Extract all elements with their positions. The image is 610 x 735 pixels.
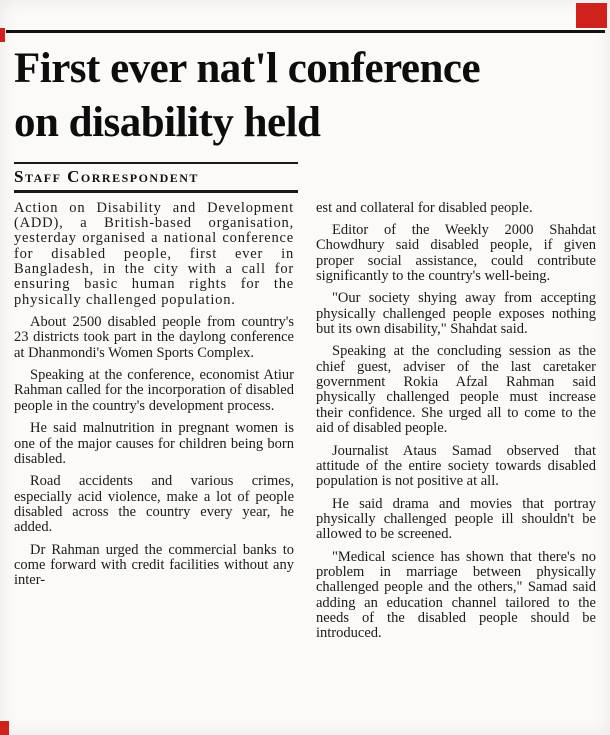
article-paragraph: He said malnutrition in pregnant women is one of the major causes for children being born disabled. bbox=[14, 420, 294, 467]
article-paragraph: He said drama and movies that portray physically challenged people ill shouldn't be allowed to be screened. bbox=[316, 495, 596, 543]
article-paragraph: About 2500 disabled people from country's 23 districts took part in the daylong conference at Dhanmondi's Women Sports Complex. bbox=[14, 314, 294, 361]
article-paragraph: Editor of the Weekly 2000 Shahdat Chowdhury said disabled people, if given proper social assistance, could contribute significantly to the country's well-being. bbox=[316, 221, 596, 284]
article-paragraph: Road accidents and various crimes, especially acid violence, make a lot of people disabled across the country every year, he added. bbox=[14, 473, 294, 536]
column-left bbox=[14, 201, 294, 649]
byline-block bbox=[14, 162, 298, 193]
byline: Staff Correspondent bbox=[14, 166, 199, 186]
byline-rule-bottom bbox=[14, 190, 298, 193]
article-paragraph: Dr Rahman urged the commercial banks to come forward with credit facilities without any inter- bbox=[14, 541, 294, 589]
article-paragraph: Journalist Ataus Samad observed that attitude of the entire society towards disabled population is not positive at all. bbox=[316, 442, 596, 490]
article-paragraph: est and collateral for disabled people. bbox=[316, 199, 533, 216]
article-paragraph: Speaking at the concluding session as the chief guest, adviser of the last caretaker government Rokia Afzal Rahman said physically challenged people must increase their confidence. She urged all to come to the aid of disabled people. bbox=[316, 343, 596, 437]
column-right bbox=[316, 201, 596, 649]
headline-line-1: First ever nat'l conference bbox=[14, 45, 481, 92]
article-body bbox=[14, 201, 596, 649]
article-paragraph: Speaking at the conference, economist Atiur Rahman called for the incorporation of disabled people in the country's development process. bbox=[14, 367, 294, 414]
article-paragraph: "Medical science has shown that there's no problem in marriage between physically challenged people and the others," Samad said adding an education channel tailored to the needs of the disabled people should be introduced. bbox=[316, 548, 596, 642]
red-marker-top-right bbox=[576, 3, 607, 28]
article-paragraph: "Our society shying away from accepting physically challenged people exposes nothing but its own disability," Shahdat said. bbox=[316, 290, 596, 338]
headline bbox=[14, 42, 596, 150]
top-rule bbox=[6, 30, 605, 33]
article-paragraph: Action on Disability and Development (ADD), a British-based organisation, yesterday organised a national conference for disabled people, first ever in Bangladesh, in the city with a call for ensuring basic human rights for the physically challenged population. bbox=[14, 199, 294, 308]
red-marker-bottom-left bbox=[0, 721, 9, 735]
red-marker-top-left bbox=[0, 28, 5, 42]
headline-line-2: on disability held bbox=[14, 98, 321, 146]
